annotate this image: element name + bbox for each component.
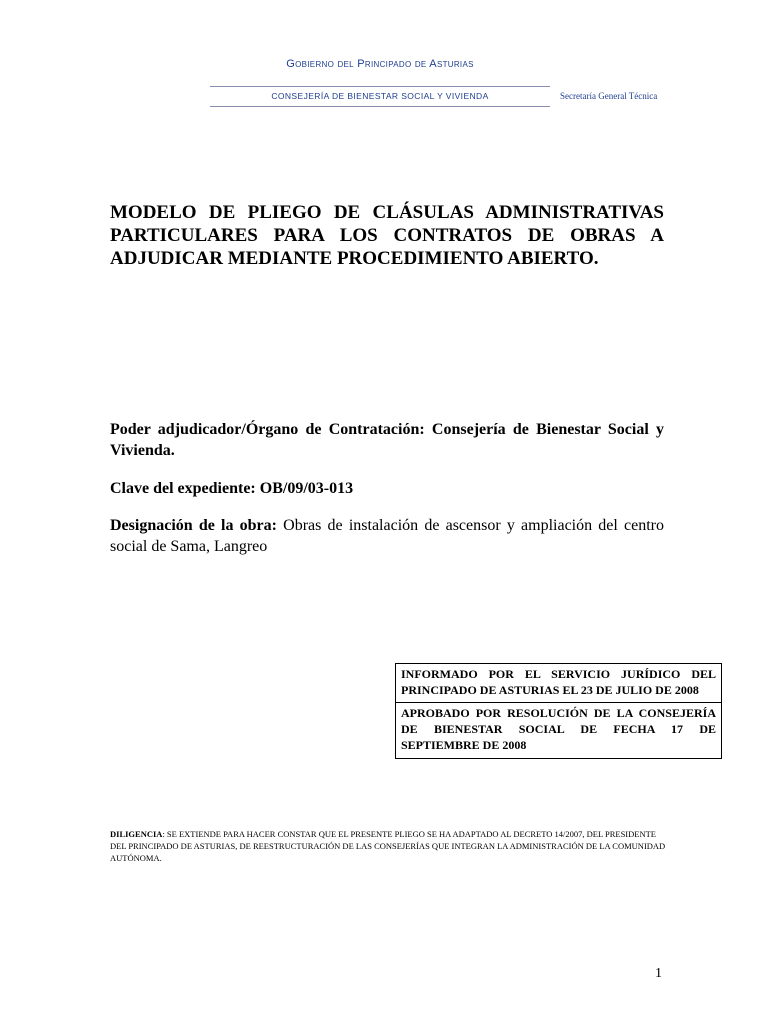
page-number: 1 <box>655 966 662 981</box>
clave-value: OB/09/03-013 <box>259 480 354 497</box>
government-name <box>0 58 760 70</box>
aprobado-cell: APROBADO POR RESOLUCIÓN DE LA CONSEJERÍA DE BIENESTAR SOCIAL DE FECHA 17 DE SEPTIEMBRE DE 2008 <box>396 702 721 758</box>
consejeria-name: CONSEJERÍA DE BIENESTAR SOCIAL Y VIVIENDA <box>271 91 489 101</box>
header-divider-top <box>210 86 550 87</box>
clave-expediente <box>110 478 664 499</box>
poder-value: Consejería de Bienestar Social y Vivienda. <box>110 421 665 459</box>
designacion-label: Designación de la obra: <box>110 517 277 534</box>
government-name-text: Gobierno del Principado de Asturias <box>286 58 474 70</box>
header-divider-bottom <box>210 106 550 107</box>
informado-cell: INFORMADO POR EL SERVICIO JURÍDICO DEL PRINCIPADO DE ASTURIAS EL 23 DE JULIO DE 2008 <box>401 667 716 697</box>
secretaria-name: Secretaría General Técnica <box>560 91 658 101</box>
poder-adjudicador <box>110 419 664 461</box>
approval-box <box>395 663 722 759</box>
clave-label: Clave del expediente: <box>110 480 256 497</box>
diligencia-text: : SE EXTIENDE PARA HACER CONSTAR QUE EL PRESENTE PLIEGO SE HA ADAPTADO AL DECRETO 14/2007, DEL PRESIDENTE DEL PRINCIPADO DE ASTURIAS, DE REESTRUCTURACIÓN DE LAS CONSEJERÍAS QUE INTEGRAN LA ADMINISTRACIÓN DE LA COMUNIDAD AUTÓNOMA. <box>110 829 666 863</box>
designacion-value: Obras de instalación de ascensor y ampliación del centro social de Sama, Langreo <box>110 517 665 555</box>
diligencia-note <box>110 828 670 864</box>
designacion-obra <box>110 515 664 557</box>
document-title: MODELO DE PLIEGO DE CLÁSULAS ADMINISTRATIVAS PARTICULARES PARA LOS CONTRATOS DE OBRAS A ADJUDICAR MEDIANTE PROCEDIMIENTO ABIERTO. <box>110 202 664 269</box>
poder-label: Poder adjudicador/Órgano de Contratación: <box>110 421 425 438</box>
diligencia-label: DILIGENCIA <box>110 829 163 839</box>
